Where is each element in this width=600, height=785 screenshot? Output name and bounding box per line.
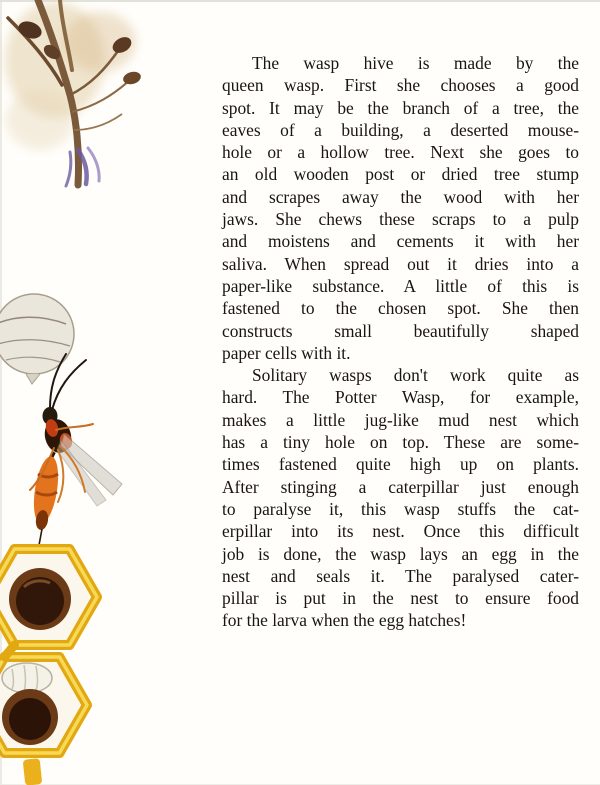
text-line: fastened to the chosen spot. She then	[222, 298, 579, 319]
text-line: an old wooden post or dried tree stump	[222, 164, 579, 185]
honeycomb-cells-illustration	[0, 537, 130, 785]
text-line: paper-like substance. A little of this is	[222, 275, 579, 296]
text-line: hard. The Potter Wasp, for example,	[222, 387, 579, 408]
text-line: job is done, the wasp lays an egg in the	[222, 543, 579, 564]
body-text	[222, 52, 579, 632]
paragraph	[222, 52, 579, 364]
text-line: The wasp hive is made by the	[252, 53, 579, 73]
text-line: has a tiny hole on top. These are some-	[222, 432, 579, 453]
wasp-grub	[2, 663, 52, 693]
dried-branch-illustration	[0, 0, 175, 205]
text-line: erpillar into its nest. Once this difficult	[222, 521, 579, 542]
text-line: and moistens and cements it with her	[222, 231, 579, 252]
text-line: spot. It may be the branch of a tree, the	[222, 97, 579, 118]
paragraph	[222, 364, 579, 632]
text-line: times fastened quite high up on plants.	[222, 454, 579, 475]
text-line: After stinging a caterpillar just enough	[222, 476, 579, 497]
text-line: to paralyse it, this wasp stuffs the cat-	[222, 498, 579, 519]
text-line: pillar is put in the nest to ensure food	[222, 588, 579, 609]
paper-nest-ball	[0, 294, 74, 384]
wasp-illustration	[0, 288, 140, 560]
text-line: Solitary wasps don't work quite as	[252, 365, 579, 386]
text-line: eaves of a building, a deserted mouse-	[222, 119, 579, 140]
text-line: makes a little jug-like mud nest which	[222, 409, 579, 430]
text-line: jaws. She chews these scraps to a pulp	[222, 209, 579, 230]
text-line: queen wasp. First she chooses a good	[222, 75, 579, 96]
text-line: and scrapes away the wood with her	[222, 186, 579, 207]
text-line: paper cells with it.	[222, 342, 351, 363]
text-line: hole or a hollow tree. Next she goes to	[222, 142, 579, 163]
text-line: nest and seals it. The paralysed cater-	[222, 565, 579, 586]
text-line: saliva. When spread out it dries into a	[222, 253, 579, 274]
text-line: for the larva when the egg hatches!	[222, 610, 467, 631]
text-line: constructs small beautifully shaped	[222, 320, 579, 341]
